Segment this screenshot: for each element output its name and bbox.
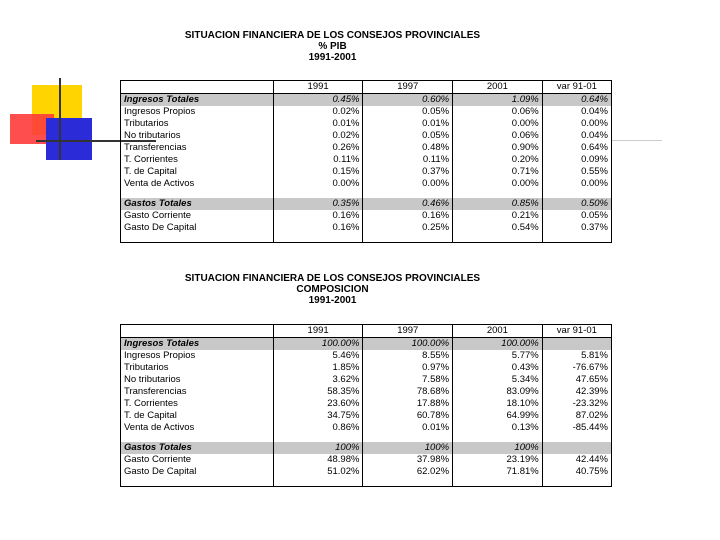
cell: 0.37% [363,166,453,178]
table-row [121,422,612,434]
cell: 0.02% [273,106,363,118]
row-label: Gastos Totales [121,442,274,454]
cell: 64.99% [453,410,543,422]
cell: 0.25% [363,222,453,234]
row-label: Ingresos Propios [124,350,196,361]
cell: 0.00% [273,178,363,190]
cell: 0.00% [542,178,611,190]
row-label: Gastos Totales [121,198,274,210]
cell: 62.02% [363,466,453,478]
table-row [121,442,612,454]
cell: 100% [273,442,363,454]
table-row [121,454,612,466]
cell: 0.60% [363,94,453,107]
table2-header-label [121,325,274,338]
table-spacer-row [121,190,612,198]
cell: 0.05% [542,210,611,222]
cell: 71.81% [453,466,543,478]
cell: 100% [363,442,453,454]
decor-vertical-line [59,78,61,160]
cell: 0.09% [542,154,611,166]
cell: 23.60% [273,398,363,410]
row-label: Venta de Activos [124,422,195,433]
table-row [121,362,612,374]
row-label: T. de Capital [124,410,177,421]
cell: 0.54% [453,222,543,234]
cell: 0.97% [363,362,453,374]
cell: 0.43% [453,362,543,374]
cell: 0.26% [273,142,363,154]
table-row [121,118,612,130]
row-label: Ingresos Totales [121,338,274,351]
cell: 0.16% [273,210,363,222]
cell: 47.65% [542,374,611,386]
table-row [121,106,612,118]
cell: 0.37% [542,222,611,234]
cell: 0.15% [273,166,363,178]
decor-thin-line [612,140,662,141]
cell: 0.16% [273,222,363,234]
cell: 0.05% [363,106,453,118]
row-label: Venta de Activos [124,178,195,189]
cell: 0.04% [542,106,611,118]
cell: 0.01% [363,118,453,130]
cell: 60.78% [363,410,453,422]
cell: 23.19% [453,454,543,466]
cell: 83.09% [453,386,543,398]
cell: 0.86% [273,422,363,434]
table-row [121,130,612,142]
cell: 100.00% [453,338,543,351]
row-label: Gasto De Capital [124,466,197,477]
row-label: T. Corrientes [124,154,178,165]
table-row [121,178,612,190]
table-row [121,398,612,410]
cell: 0.01% [273,118,363,130]
row-label: No tributarios [124,374,181,385]
cell: 100.00% [273,338,363,351]
cell: 0.06% [453,106,543,118]
cell: 0.85% [453,198,543,210]
table2-heading [120,273,545,306]
cell: 87.02% [542,410,611,422]
cell: 42.44% [542,454,611,466]
cell: 100.00% [363,338,453,351]
table-row [121,166,612,178]
cell: -23.32% [542,398,611,410]
cell: 0.16% [363,210,453,222]
cell: 0.11% [363,154,453,166]
table2-header-var: var 91-01 [542,325,611,338]
cell: 5.77% [453,350,543,362]
cell: 0.20% [453,154,543,166]
row-label: Transferencias [124,386,187,397]
table-row [121,350,612,362]
table1-header-label [121,81,274,94]
cell: 0.48% [363,142,453,154]
cell: 48.98% [273,454,363,466]
table1-title: SITUACION FINANCIERA DE LOS CONSEJOS PROVINCIALES [184,30,481,41]
cell: 0.00% [453,118,543,130]
table-row [121,94,612,107]
table-row [121,198,612,210]
table-spacer-row [121,434,612,442]
table-row [121,210,612,222]
row-label: Gasto Corriente [124,454,192,465]
cell: 0.55% [542,166,611,178]
table-row [121,222,612,234]
table1-heading [120,30,545,63]
row-label: Tributarios [124,118,169,129]
cell: 78.68% [363,386,453,398]
row-label: Gasto De Capital [124,222,197,233]
table2-title: SITUACION FINANCIERA DE LOS CONSEJOS PROVINCIALES [184,273,481,284]
decor-blue-square [46,118,92,160]
table-row [121,154,612,166]
table2-header-row [121,325,612,338]
cell: 0.21% [453,210,543,222]
cell: 0.04% [542,130,611,142]
cell: 58.35% [273,386,363,398]
cell: 5.34% [453,374,543,386]
cell: 0.11% [273,154,363,166]
cell: -76.67% [542,362,611,374]
table2-header-2001: 2001 [453,325,543,338]
table-row [121,466,612,478]
table1-header-1991: 1991 [273,81,363,94]
cell: 5.46% [273,350,363,362]
cell: 7.58% [363,374,453,386]
row-label: T. de Capital [124,166,177,177]
cell: 18.10% [453,398,543,410]
table-spacer-row [121,478,612,487]
row-label: Ingresos Propios [124,106,196,117]
cell: 0.00% [453,178,543,190]
table-row [121,386,612,398]
table1-header-1997: 1997 [363,81,453,94]
row-label: No tributarios [124,130,181,141]
table2 [120,324,612,487]
cell [542,442,611,454]
cell: 8.55% [363,350,453,362]
table1-header-2001: 2001 [453,81,543,94]
row-label: T. Corrientes [124,398,178,409]
table2-header-1991: 1991 [273,325,363,338]
cell: 34.75% [273,410,363,422]
cell: 1.09% [453,94,543,107]
table1-header-row [121,81,612,94]
cell [542,338,611,351]
cell: 0.06% [453,130,543,142]
row-label: Gasto Corriente [124,210,192,221]
cell: 0.01% [363,422,453,434]
cell: 51.02% [273,466,363,478]
table-spacer-row [121,234,612,243]
row-label: Ingresos Totales [121,94,274,107]
row-label: Transferencias [124,142,187,153]
cell: -85.44% [542,422,611,434]
table-row [121,374,612,386]
cell: 0.35% [273,198,363,210]
table2-header-1997: 1997 [363,325,453,338]
table2-period: 1991-2001 [308,295,357,306]
cell: 42.39% [542,386,611,398]
cell: 100% [453,442,543,454]
cell: 0.46% [363,198,453,210]
cell: 0.00% [363,178,453,190]
cell: 0.45% [273,94,363,107]
table-row [121,142,612,154]
row-label: Tributarios [124,362,169,373]
table-row [121,338,612,351]
cell: 0.64% [542,94,611,107]
cell: 0.71% [453,166,543,178]
cell: 0.50% [542,198,611,210]
cell: 1.85% [273,362,363,374]
table1 [120,80,612,243]
cell: 17.88% [363,398,453,410]
table-row [121,410,612,422]
cell: 0.13% [453,422,543,434]
table1-period: 1991-2001 [308,52,357,63]
cell: 5.81% [542,350,611,362]
cell: 0.02% [273,130,363,142]
table1-subtitle: % PIB [318,41,347,52]
table2-subtitle: COMPOSICION [296,284,369,295]
cell: 37.98% [363,454,453,466]
cell: 0.64% [542,142,611,154]
cell: 40.75% [542,466,611,478]
cell: 0.05% [363,130,453,142]
table1-header-var: var 91-01 [542,81,611,94]
cell: 0.00% [542,118,611,130]
cell: 0.90% [453,142,543,154]
cell: 3.62% [273,374,363,386]
